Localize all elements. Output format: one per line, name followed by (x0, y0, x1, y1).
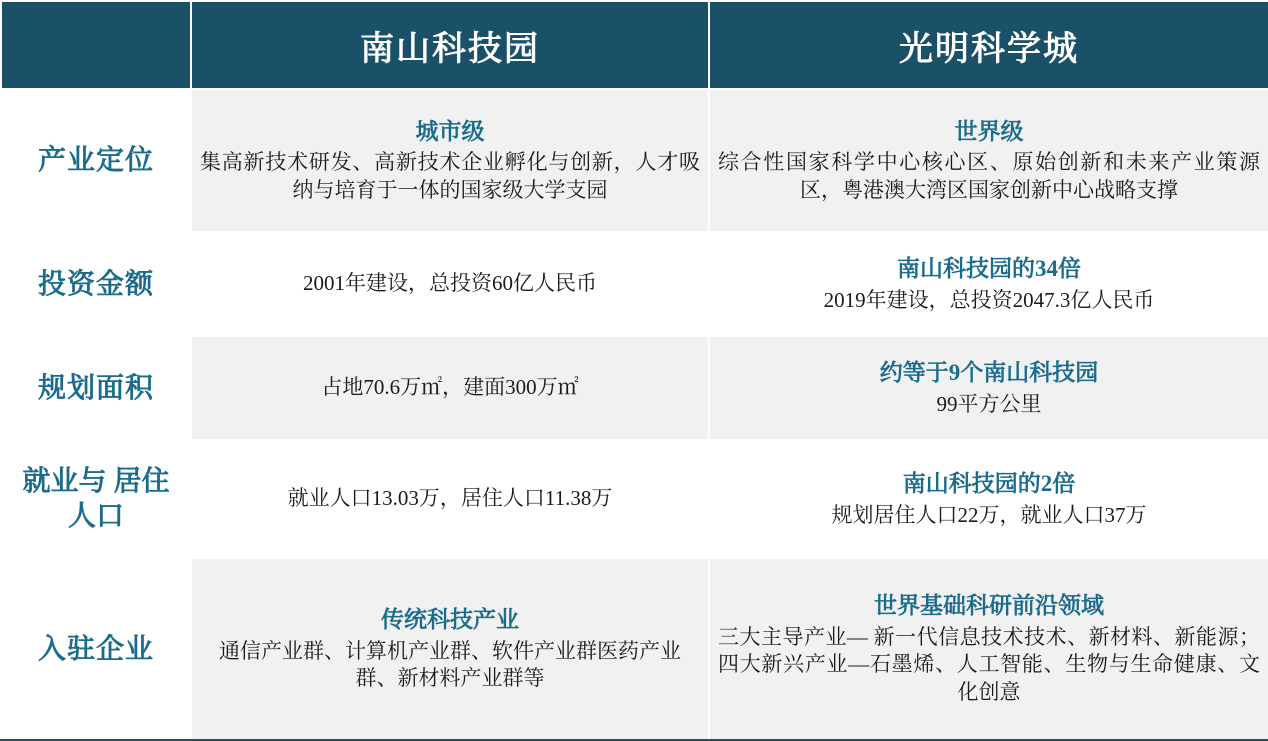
cell-b-highlight: 世界级 (954, 118, 1024, 144)
row-label-investment: 投资金额 (1, 232, 191, 336)
table-row (1, 232, 1268, 336)
cell-b-body: 规划居住人口22万，就业人口37万 (831, 502, 1147, 527)
cell-a-resident-enterprises (191, 558, 709, 740)
cell-b-investment (709, 232, 1268, 336)
header-col-a: 南山科技园 (191, 1, 709, 89)
cell-b-highlight: 南山科技园的34倍 (897, 256, 1081, 282)
table-row (1, 440, 1268, 558)
cell-a-body: 集高新技术研发、高新技术企业孵化与创新，人才吸纳与培育于一体的国家级大学支园 (200, 150, 700, 203)
cell-a-body: 占地70.6万㎡，建面300万㎡ (321, 375, 579, 400)
cell-b-body: 2019年建设，总投资2047.3亿人民币 (823, 287, 1155, 312)
row-label-employment-population: 就业与 居住人口 (1, 440, 191, 558)
row-label-resident-enterprises: 入驻企业 (1, 558, 191, 740)
row-label-industry-position: 产业定位 (1, 89, 191, 232)
cell-b-highlight: 约等于9个南山科技园 (879, 360, 1099, 386)
cell-b-resident-enterprises (709, 558, 1268, 740)
table-row (1, 89, 1268, 232)
cell-a-body: 通信产业群、计算机产业群、软件产业群医药产业群、新材料产业群等 (219, 638, 681, 691)
cell-a-highlight: 传统科技产业 (381, 607, 519, 633)
cell-b-highlight: 世界基础科研前沿领域 (874, 593, 1104, 619)
cell-a-employment-population (191, 440, 709, 558)
cell-b-highlight: 南山科技园的2倍 (902, 471, 1076, 497)
header-col-b: 光明科学城 (709, 1, 1268, 89)
cell-a-highlight: 城市级 (415, 118, 485, 144)
row-label-planned-area: 规划面积 (1, 336, 191, 440)
table-header-row (1, 1, 1268, 89)
cell-b-employment-population (709, 440, 1268, 558)
cell-a-investment (191, 232, 709, 336)
cell-a-body: 就业人口13.03万，居住人口11.38万 (287, 486, 613, 511)
cell-a-planned-area (191, 336, 709, 440)
cell-b-body: 三大主导产业— 新一代信息技术技术、新材料、新能源；四大新兴产业—石墨烯、人工智能、生物与生命健康、文化创意 (718, 624, 1260, 705)
cell-b-body: 99平方公里 (936, 391, 1042, 416)
header-blank-cell (1, 1, 191, 89)
table-row (1, 558, 1268, 740)
cell-b-planned-area (709, 336, 1268, 440)
cell-a-industry-position (191, 89, 709, 232)
table-row (1, 336, 1268, 440)
cell-a-body: 2001年建设，总投资60亿人民币 (303, 271, 597, 296)
cell-b-industry-position (709, 89, 1268, 232)
cell-b-body: 综合性国家科学中心核心区、原始创新和未来产业策源区，粤港澳大湾区国家创新中心战略支撑 (718, 150, 1260, 203)
